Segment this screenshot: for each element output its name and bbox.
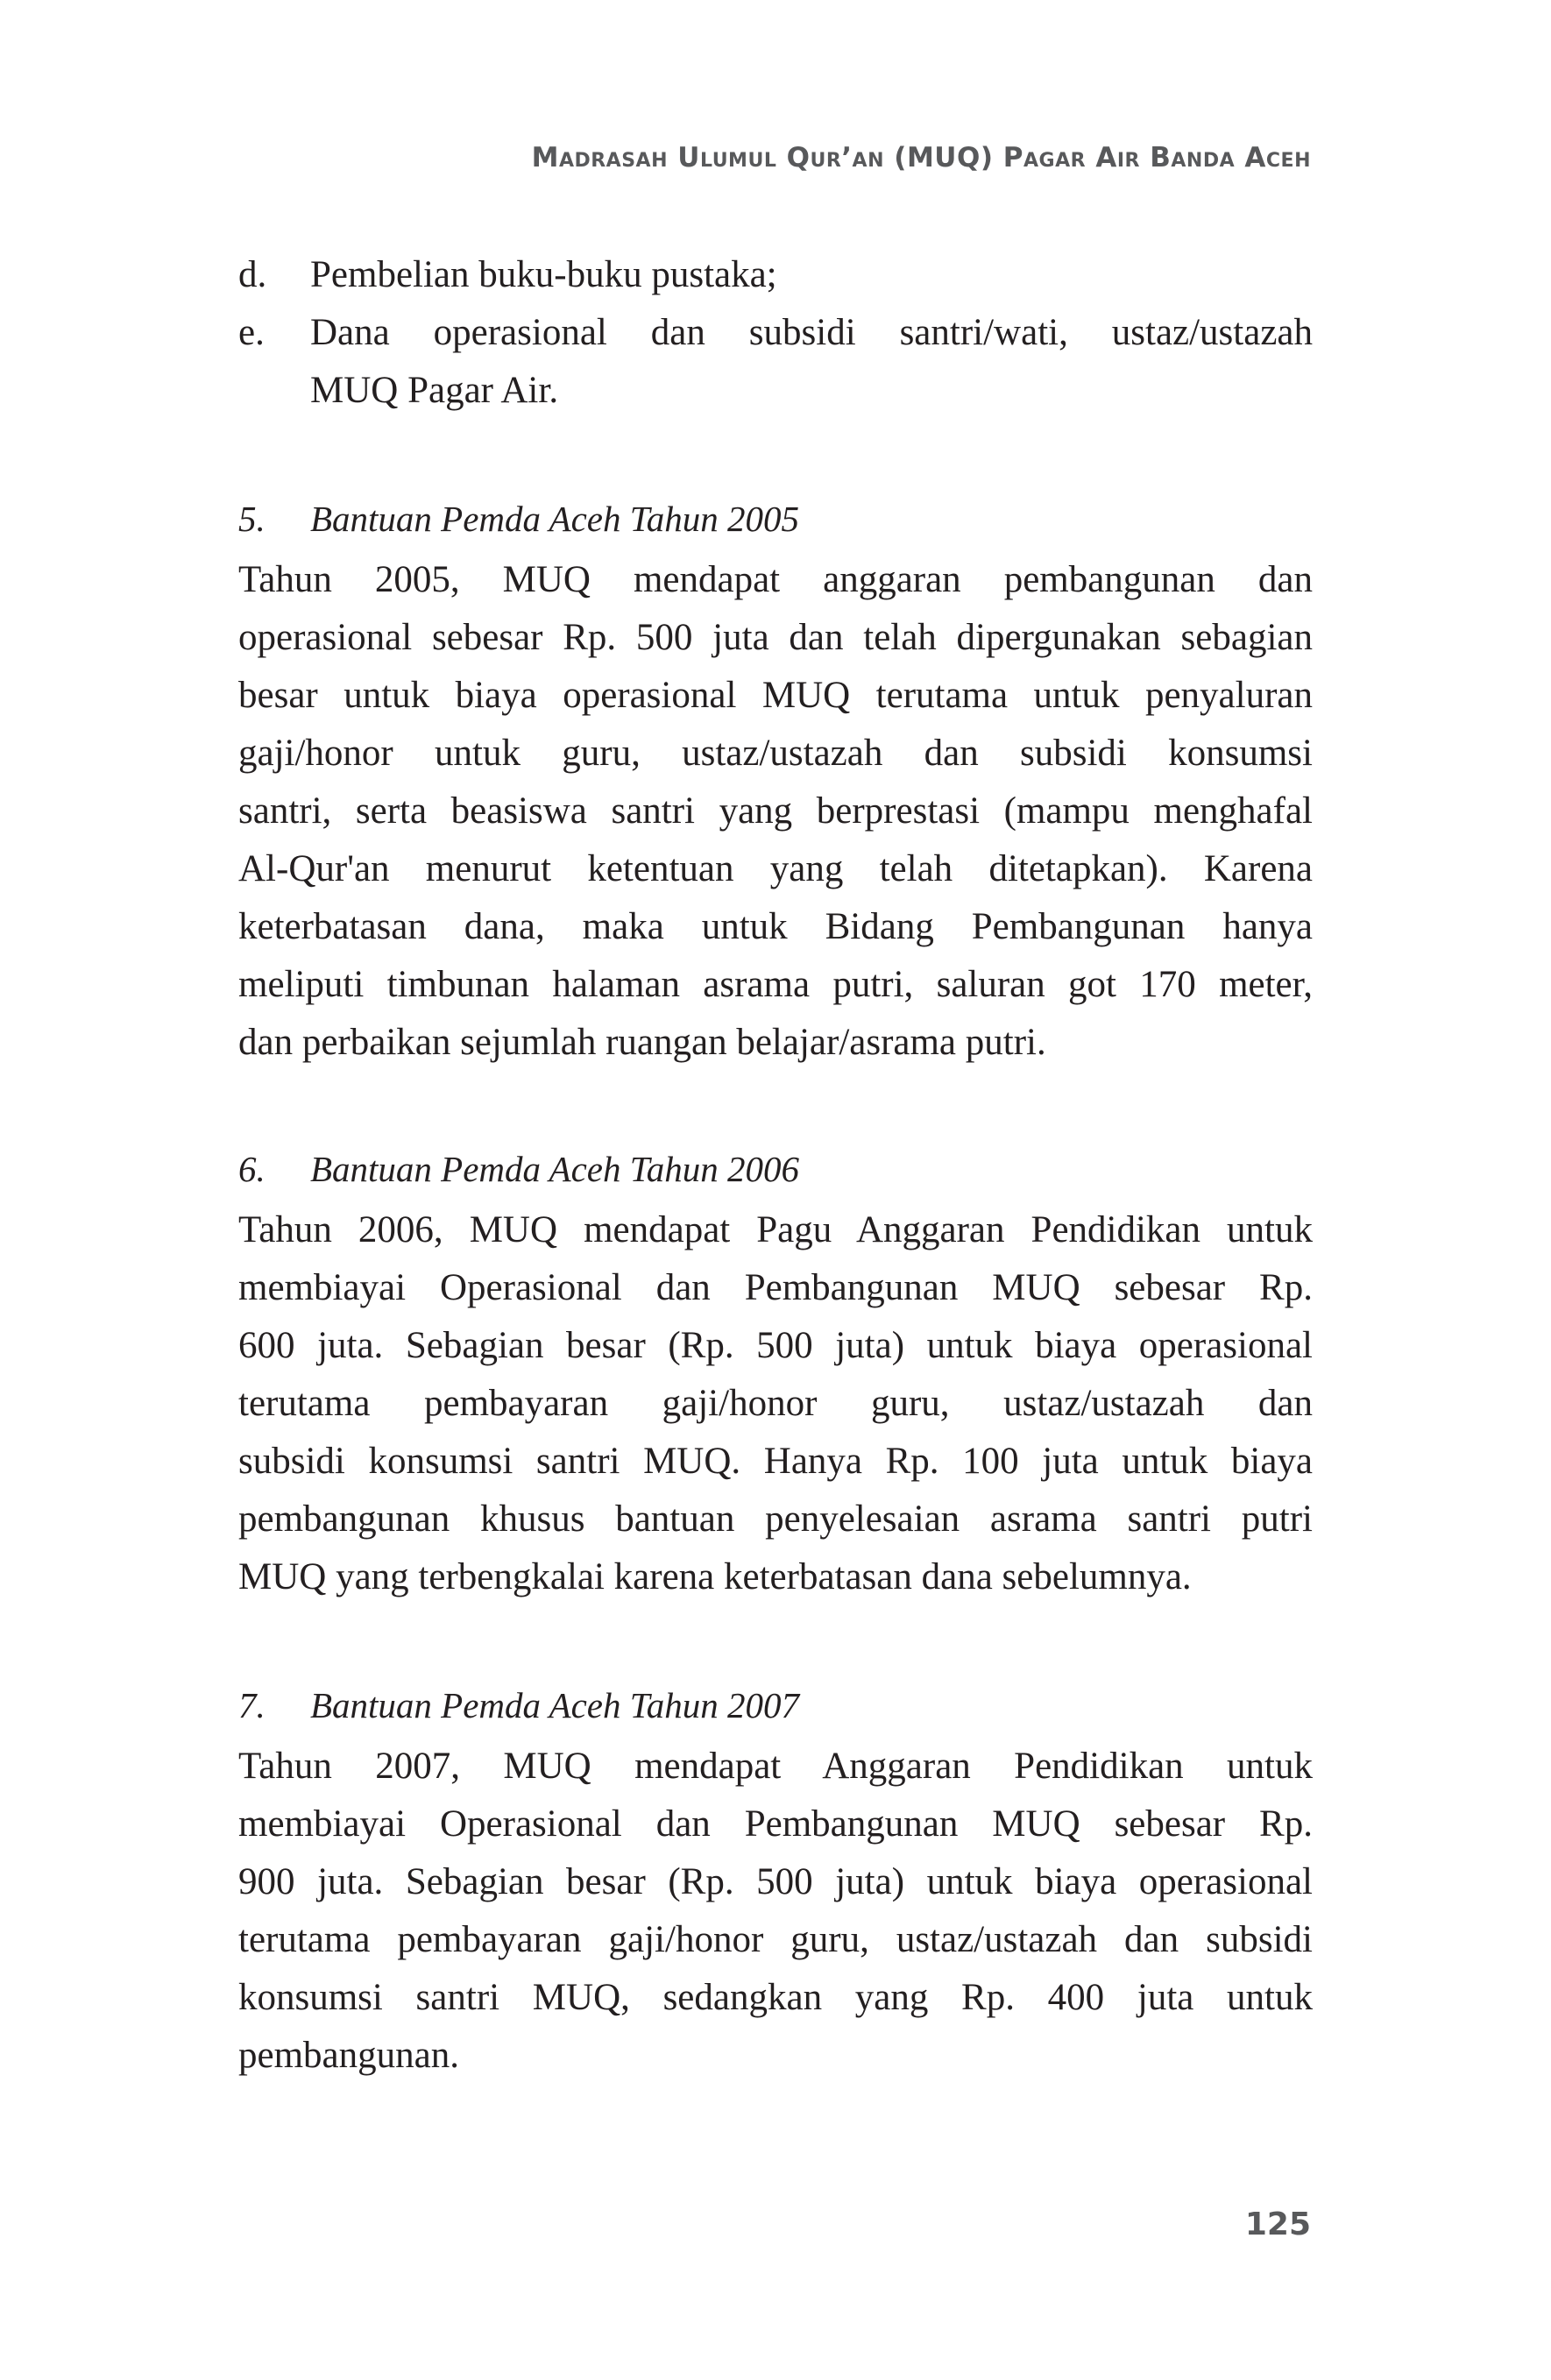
paragraph-line: pembangunan. bbox=[238, 2035, 459, 2076]
section-number: 7. bbox=[238, 1685, 266, 1725]
paragraph-line: membiayai Operasional dan Pembangunan MUQ sebesar Rp. bbox=[238, 1803, 1313, 1845]
list-item-line: MUQ Pagar Air. bbox=[310, 370, 559, 411]
paragraph-line: 900 juta. Sebagian besar (Rp. 500 juta) untuk biaya operasional bbox=[238, 1861, 1313, 1902]
running-head: Madrasah Ulumul Qur’an (MUQ) Pagar Air Banda Aceh bbox=[531, 142, 1311, 174]
paragraph-line: Al-Qur'an menurut ketentuan yang telah ditetapkan). Karena bbox=[238, 848, 1313, 889]
list-marker: e. bbox=[238, 312, 265, 353]
section-title: Bantuan Pemda Aceh Tahun 2007 bbox=[310, 1685, 800, 1725]
section-title: Bantuan Pemda Aceh Tahun 2005 bbox=[310, 499, 800, 539]
paragraph-line: membiayai Operasional dan Pembangunan MUQ sebesar Rp. bbox=[238, 1267, 1313, 1308]
paragraph-line: gaji/honor untuk guru, ustaz/ustazah dan subsidi konsumsi bbox=[238, 733, 1313, 774]
page-number: 125 bbox=[1244, 2206, 1311, 2242]
section-heading bbox=[238, 1685, 800, 1725]
paragraph-line: meliputi timbunan halaman asrama putri, saluran got 170 meter, bbox=[238, 964, 1313, 1005]
paragraph-line: Tahun 2005, MUQ mendapat anggaran pembangunan dan bbox=[238, 559, 1313, 600]
list-marker: d. bbox=[238, 254, 267, 295]
paragraph-line: pembangunan khusus bantuan penyelesaian asrama santri putri bbox=[238, 1498, 1313, 1540]
section-heading bbox=[238, 1151, 799, 1187]
section-title: Bantuan Pemda Aceh Tahun 2006 bbox=[310, 1149, 800, 1189]
paragraph-line: santri, serta beasiswa santri yang berprestasi (mampu menghafal bbox=[238, 790, 1313, 832]
list-item-line: Pembelian buku-buku pustaka; bbox=[310, 254, 777, 295]
section-number: 5. bbox=[238, 499, 266, 539]
paragraph-line: operasional sebesar Rp. 500 juta dan telah dipergunakan sebagian bbox=[238, 617, 1313, 658]
paragraph-line: MUQ yang terbengkalai karena keterbatasan dana sebelumnya. bbox=[238, 1556, 1192, 1597]
paragraph-line: subsidi konsumsi santri MUQ. Hanya Rp. 100 juta untuk biaya bbox=[238, 1441, 1313, 1482]
section-heading bbox=[238, 501, 799, 537]
paragraph-line: terutama pembayaran gaji/honor guru, ustaz/ustazah dan bbox=[238, 1383, 1313, 1424]
list-item-line: Dana operasional dan subsidi santri/wati, ustaz/ustazah bbox=[310, 312, 1313, 353]
paragraph-line: dan perbaikan sejumlah ruangan belajar/asrama putri. bbox=[238, 1022, 1046, 1063]
paragraph-line: 600 juta. Sebagian besar (Rp. 500 juta) untuk biaya operasional bbox=[238, 1325, 1313, 1366]
paragraph-line: terutama pembayaran gaji/honor guru, ustaz/ustazah dan subsidi bbox=[238, 1919, 1313, 1960]
paragraph-line: keterbatasan dana, maka untuk Bidang Pembangunan hanya bbox=[238, 906, 1313, 947]
paragraph-line: Tahun 2006, MUQ mendapat Pagu Anggaran Pendidikan untuk bbox=[238, 1209, 1313, 1250]
section-number: 6. bbox=[238, 1149, 266, 1189]
paragraph-line: besar untuk biaya operasional MUQ terutama untuk penyaluran bbox=[238, 675, 1313, 716]
paragraph-line: Tahun 2007, MUQ mendapat Anggaran Pendidikan untuk bbox=[238, 1746, 1313, 1787]
paragraph-line: konsumsi santri MUQ, sedangkan yang Rp. 400 juta untuk bbox=[238, 1977, 1313, 2018]
